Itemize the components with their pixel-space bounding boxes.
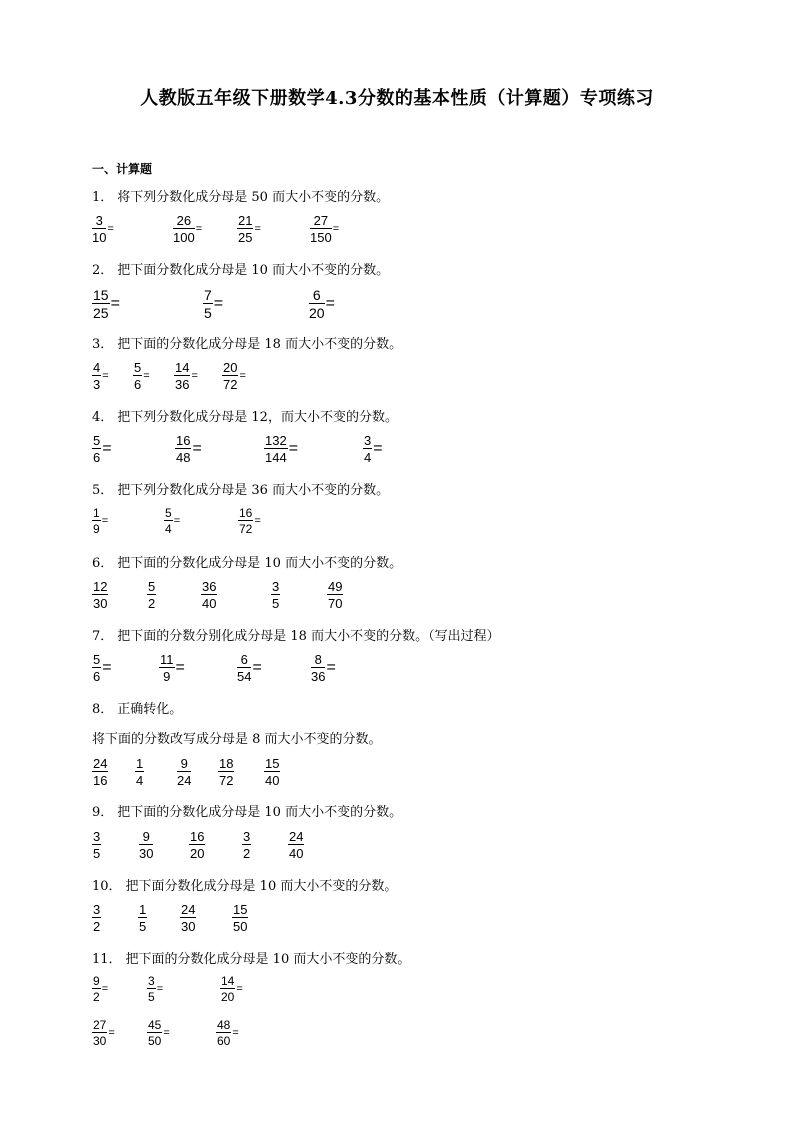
fraction-denominator: 150 (310, 230, 332, 245)
equals-sign: = (195, 222, 203, 235)
fraction-denominator: 72 (223, 377, 238, 392)
fraction-numerator: 6 (237, 653, 251, 668)
fraction-row (0, 361, 794, 395)
fraction (92, 434, 101, 464)
fraction (92, 653, 101, 683)
equals-sign: = (175, 659, 185, 676)
equals-sign: = (102, 369, 109, 382)
question-number: 5． (92, 483, 114, 498)
fraction (159, 653, 175, 683)
fraction (92, 361, 101, 391)
question-text (92, 948, 410, 967)
question-number: 7． (92, 629, 114, 644)
fraction-denominator: 3 (93, 377, 101, 392)
fraction (92, 580, 108, 610)
fraction-row (0, 903, 794, 937)
fraction-denominator: 40 (289, 846, 304, 861)
fraction (92, 288, 110, 320)
fraction (92, 214, 106, 244)
fraction-numerator: 27 (93, 1018, 107, 1032)
equals-sign: = (239, 369, 246, 382)
question-number: 9． (92, 805, 114, 820)
fraction-denominator: 30 (181, 919, 196, 934)
fraction (264, 434, 288, 464)
fraction-denominator: 30 (93, 596, 108, 611)
fraction (147, 1019, 162, 1047)
fraction-numerator: 15 (265, 756, 280, 771)
fraction-row (0, 214, 794, 248)
fraction-numerator: 5 (134, 360, 142, 375)
fraction-denominator: 10 (92, 230, 107, 245)
fraction (201, 580, 217, 610)
fraction-numerator: 5 (148, 579, 156, 594)
fraction-denominator: 9 (163, 669, 171, 684)
fraction (288, 830, 304, 860)
question-number: 3． (92, 337, 114, 352)
fraction-numerator: 6 (309, 288, 325, 304)
fraction-denominator: 36 (175, 377, 190, 392)
fraction-denominator: 20 (190, 846, 205, 861)
fraction-denominator: 16 (93, 773, 108, 788)
fraction-denominator: 20 (309, 305, 325, 321)
equals-sign: = (108, 1026, 115, 1039)
fraction-numerator: 9 (177, 757, 191, 772)
fraction-denominator: 60 (217, 1034, 231, 1048)
fraction (92, 757, 108, 787)
question-number: 11． (92, 952, 122, 967)
fraction-numerator: 3 (243, 829, 251, 844)
equals-sign: = (102, 659, 112, 676)
fraction-numerator: 49 (328, 579, 343, 594)
fraction-numerator: 3 (364, 433, 372, 448)
fraction (220, 975, 235, 1003)
page-title: 人教版五年级下册数学4.3分数的基本性质（计算题）专项练习 (140, 88, 654, 109)
fraction-denominator: 54 (237, 669, 252, 684)
fraction-numerator: 5 (165, 506, 172, 520)
fraction-denominator: 72 (219, 773, 234, 788)
fraction (327, 580, 343, 610)
fraction-numerator: 45 (148, 1018, 162, 1032)
fraction (271, 580, 280, 610)
equals-sign: = (102, 440, 112, 457)
fraction-row (0, 580, 794, 614)
equals-sign: = (101, 982, 109, 995)
equals-sign: = (192, 440, 202, 457)
fraction-numerator: 8 (311, 653, 325, 668)
equals-sign: = (156, 982, 164, 995)
fraction (180, 903, 196, 933)
equals-sign: = (236, 982, 243, 995)
question-number: 4． (92, 410, 114, 425)
fraction-numerator: 24 (181, 902, 196, 917)
fraction (177, 757, 191, 787)
fraction-numerator: 15 (93, 287, 109, 303)
fraction-numerator: 14 (175, 360, 190, 375)
fraction-denominator: 5 (272, 596, 280, 611)
fraction-denominator: 30 (139, 846, 154, 861)
fraction-denominator: 48 (176, 450, 191, 465)
question-number: 6． (92, 556, 114, 571)
fraction-denominator: 5 (148, 990, 155, 1004)
fraction-numerator: 15 (233, 902, 248, 917)
question-prompt: 把下面的分数分别化成分母是 18 而大小不变的分数。（写出过程） (117, 629, 500, 644)
equals-sign: = (326, 659, 336, 676)
question-prompt: 把下面的分数化成分母是 10 而大小不变的分数。 (125, 952, 411, 967)
question-number: 8． (92, 702, 114, 717)
equals-sign: = (191, 369, 198, 382)
fraction-row (0, 507, 794, 541)
fraction-numerator: 7 (204, 287, 212, 303)
fraction-denominator: 50 (233, 919, 248, 934)
fraction (135, 757, 144, 787)
fraction-denominator: 100 (173, 230, 195, 245)
fraction-numerator: 12 (93, 579, 108, 594)
question-prompt: 把下面分数化成分母是 10 而大小不变的分数。 (117, 263, 390, 278)
equals-sign: = (325, 295, 335, 312)
equals-sign: = (373, 440, 383, 457)
fraction-numerator: 9 (139, 830, 153, 845)
fraction-denominator: 2 (243, 846, 251, 861)
fraction (174, 361, 190, 391)
equals-sign: = (254, 514, 261, 527)
fraction-denominator: 6 (93, 669, 101, 684)
question-prompt: 把下列分数化成分母是 12，而大小不变的分数。 (117, 410, 398, 425)
fraction (203, 288, 213, 320)
fraction-denominator: 2 (93, 919, 101, 934)
fraction (92, 903, 101, 933)
fraction-denominator: 24 (177, 773, 192, 788)
fraction-numerator: 1 (136, 756, 144, 771)
fraction (311, 653, 325, 683)
fraction-numerator: 14 (221, 974, 235, 988)
fraction (232, 903, 248, 933)
fraction (218, 757, 234, 787)
fraction-numerator: 1 (93, 506, 100, 520)
fraction-numerator: 11 (160, 652, 174, 667)
fraction-denominator: 4 (165, 522, 172, 536)
fraction (147, 975, 156, 1003)
section-heading: 一、计算题 (92, 162, 153, 176)
equals-sign: = (254, 222, 261, 235)
question-text (92, 406, 398, 425)
equals-sign: = (110, 295, 120, 312)
question-prompt: 把下面的分数化成分母是 10 而大小不变的分数。 (117, 805, 403, 820)
question-prompt: 把下面分数化成分母是 10 而大小不变的分数。 (125, 879, 398, 894)
fraction-row (0, 434, 794, 468)
fraction-denominator: 70 (328, 596, 343, 611)
fraction-numerator: 27 (310, 214, 332, 229)
fraction (310, 214, 332, 244)
equals-sign: = (173, 514, 181, 527)
fraction (92, 1019, 107, 1047)
fraction (237, 653, 251, 683)
fraction (189, 830, 205, 860)
question-text (92, 801, 402, 820)
fraction-denominator: 2 (148, 596, 156, 611)
fraction-numerator: 16 (190, 829, 205, 844)
fraction-denominator: 40 (265, 773, 280, 788)
equals-sign: = (332, 222, 340, 235)
equals-sign: = (101, 514, 109, 527)
fraction-numerator: 1 (139, 902, 147, 917)
equals-sign: = (163, 1026, 170, 1039)
fraction (133, 361, 142, 391)
fraction-row (0, 975, 794, 1009)
fraction-row (0, 757, 794, 791)
question-number: 2． (92, 263, 114, 278)
fraction-row (0, 653, 794, 687)
fraction (264, 757, 280, 787)
fraction (147, 580, 156, 610)
fraction-denominator: 36 (311, 669, 326, 684)
fraction-numerator: 36 (202, 579, 217, 594)
question-text (92, 728, 382, 747)
equals-sign: = (107, 222, 114, 235)
equals-sign: = (213, 295, 224, 312)
fraction-denominator: 6 (93, 450, 101, 465)
fraction-denominator: 25 (93, 305, 109, 321)
question-text (92, 333, 402, 352)
question-prompt: 将下面的分数改写成分母是 8 而大小不变的分数。 (92, 732, 382, 747)
question-number: 10． (92, 879, 122, 894)
question-text (92, 186, 389, 205)
fraction-numerator: 5 (93, 433, 101, 448)
question-prompt: 正确转化。 (117, 702, 183, 717)
fraction-numerator: 16 (239, 506, 253, 520)
question-text (92, 875, 397, 894)
fraction-numerator: 21 (238, 213, 253, 228)
fraction-denominator: 5 (93, 846, 101, 861)
question-text (92, 552, 402, 571)
fraction (242, 830, 251, 860)
question-text (92, 625, 500, 644)
question-prompt: 把下面的分数化成分母是 18 而大小不变的分数。 (117, 337, 403, 352)
question-prompt: 将下列分数化成分母是 50 而大小不变的分数。 (117, 190, 390, 205)
fraction-denominator: 6 (134, 377, 142, 392)
fraction (216, 1019, 231, 1047)
fraction-numerator: 3 (272, 579, 280, 594)
fraction (92, 975, 101, 1003)
fraction-denominator: 4 (136, 773, 144, 788)
fraction-numerator: 24 (289, 829, 304, 844)
question-prompt: 把下列分数化成分母是 36 而大小不变的分数。 (117, 483, 390, 498)
fraction (309, 288, 325, 320)
question-text (92, 479, 389, 498)
equals-sign: = (252, 659, 262, 676)
fraction-denominator: 5 (139, 919, 147, 934)
fraction-denominator: 50 (148, 1034, 162, 1048)
fraction-numerator: 3 (92, 214, 106, 229)
fraction (238, 507, 253, 535)
fraction-numerator: 24 (93, 756, 108, 771)
equals-sign: = (232, 1026, 239, 1039)
fraction-numerator: 48 (217, 1018, 231, 1032)
fraction-numerator: 18 (219, 756, 234, 771)
question-text (92, 698, 182, 717)
fraction (138, 903, 147, 933)
fraction-numerator: 3 (148, 974, 155, 988)
fraction (139, 830, 153, 860)
fraction-numerator: 5 (93, 652, 101, 667)
question-number: 1． (92, 190, 114, 205)
equals-sign: = (143, 369, 150, 382)
fraction (92, 830, 101, 860)
fraction-denominator: 4 (364, 450, 372, 465)
question-prompt: 把下面的分数化成分母是 10 而大小不变的分数。 (117, 556, 403, 571)
fraction-numerator: 16 (176, 433, 191, 448)
fraction-denominator: 72 (239, 522, 253, 536)
fraction-row (0, 1019, 794, 1053)
fraction-numerator: 9 (93, 974, 100, 988)
fraction-row (0, 830, 794, 864)
fraction-numerator: 20 (223, 360, 238, 375)
fraction-numerator: 132 (265, 433, 287, 448)
fraction (92, 507, 101, 535)
fraction (222, 361, 238, 391)
fraction-row (0, 288, 794, 322)
fraction (175, 434, 191, 464)
fraction-denominator: 9 (93, 522, 100, 536)
fraction-numerator: 4 (93, 360, 101, 375)
question-text (92, 259, 389, 278)
equals-sign: = (288, 440, 299, 457)
fraction-numerator: 3 (93, 902, 101, 917)
fraction (164, 507, 173, 535)
fraction-denominator: 30 (93, 1034, 107, 1048)
fraction-numerator: 26 (173, 214, 195, 229)
fraction-denominator: 20 (221, 990, 235, 1004)
fraction-denominator: 40 (202, 596, 217, 611)
fraction-denominator: 144 (265, 450, 287, 465)
fraction-denominator: 2 (93, 990, 100, 1004)
fraction-numerator: 3 (93, 829, 101, 844)
fraction (173, 214, 195, 244)
fraction-denominator: 5 (204, 305, 212, 321)
fraction (363, 434, 372, 464)
fraction-denominator: 25 (238, 230, 253, 245)
fraction (237, 214, 253, 244)
